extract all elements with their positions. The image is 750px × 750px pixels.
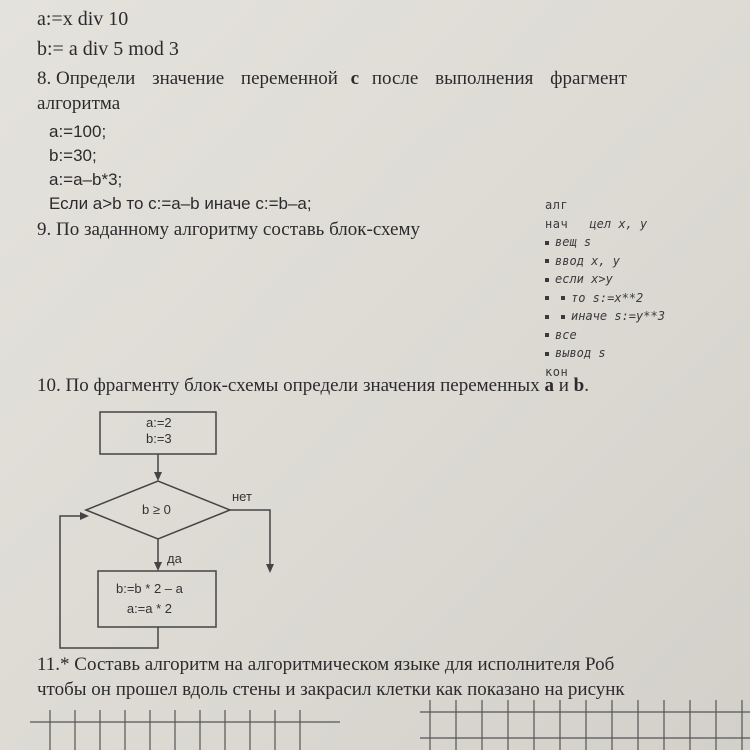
- top-line-1: a:=x div 10: [37, 8, 129, 30]
- task11-line1: 11.* Составь алгоритм на алгоритмическом языке для исполнителя Роб: [37, 654, 615, 675]
- flowchart-block-body-text: b:=b * 2 – a a:=a * 2: [116, 581, 183, 616]
- robot-grid-right: [420, 700, 750, 750]
- algo-kon: кон: [545, 364, 569, 379]
- task9-text: 9. По заданному алгоритму составь блок-схему: [37, 219, 420, 240]
- task8-text-b: после выполнения фрагмент: [371, 68, 627, 89]
- flowchart-condition-text: b ≥ 0: [142, 502, 171, 517]
- task8-code-line: a:=a–b*3;: [49, 170, 123, 189]
- flowchart-block-init-text: a:=2 b:=3: [146, 415, 172, 446]
- task10-heading: 10. По фрагменту блок-схемы определи значения переменных a и b.: [37, 375, 589, 396]
- task11-line2: чтобы он прошел вдоль стены и закрасил клетки как показано на рисунк: [37, 679, 625, 700]
- task10-var-a: a: [544, 375, 554, 396]
- task8-code-line: a:=100;: [49, 122, 107, 141]
- algo-line: если x>y: [545, 270, 665, 289]
- algo-nach-rest: цел x, y: [589, 216, 648, 231]
- flowchart-yes-label: да: [167, 551, 182, 566]
- task10-text: 10. По фрагменту блок-схемы определи значения переменных: [37, 375, 540, 396]
- top-line-2: b:= a div 5 mod 3: [37, 38, 179, 60]
- algo-line: вывод s: [545, 344, 665, 363]
- algo-line: вещ s: [545, 233, 665, 252]
- task8-number: 8.: [37, 68, 52, 89]
- algo-nach: нач: [545, 216, 569, 231]
- algo-line: все: [545, 326, 665, 345]
- task8-var: c: [350, 68, 360, 89]
- algo-line: ввод x, y: [545, 252, 665, 271]
- task10-and: и: [558, 375, 569, 396]
- task8-text-c: алгоритма: [37, 93, 121, 114]
- robot-grid-left: [30, 710, 340, 750]
- task8-code-line: b:=30;: [49, 146, 97, 165]
- task8-text-a: Определи значение переменной: [56, 68, 338, 89]
- task10-var-b: b: [573, 375, 585, 396]
- flowchart-no-label: нет: [232, 489, 252, 504]
- algo-line: то s:=x**2: [545, 289, 665, 308]
- task8-code-line: Если a>b то c:=a–b иначе c:=b–a;: [49, 194, 312, 213]
- algo-alg: алг: [545, 198, 569, 212]
- algo-line: иначе s:=y**3: [545, 307, 665, 326]
